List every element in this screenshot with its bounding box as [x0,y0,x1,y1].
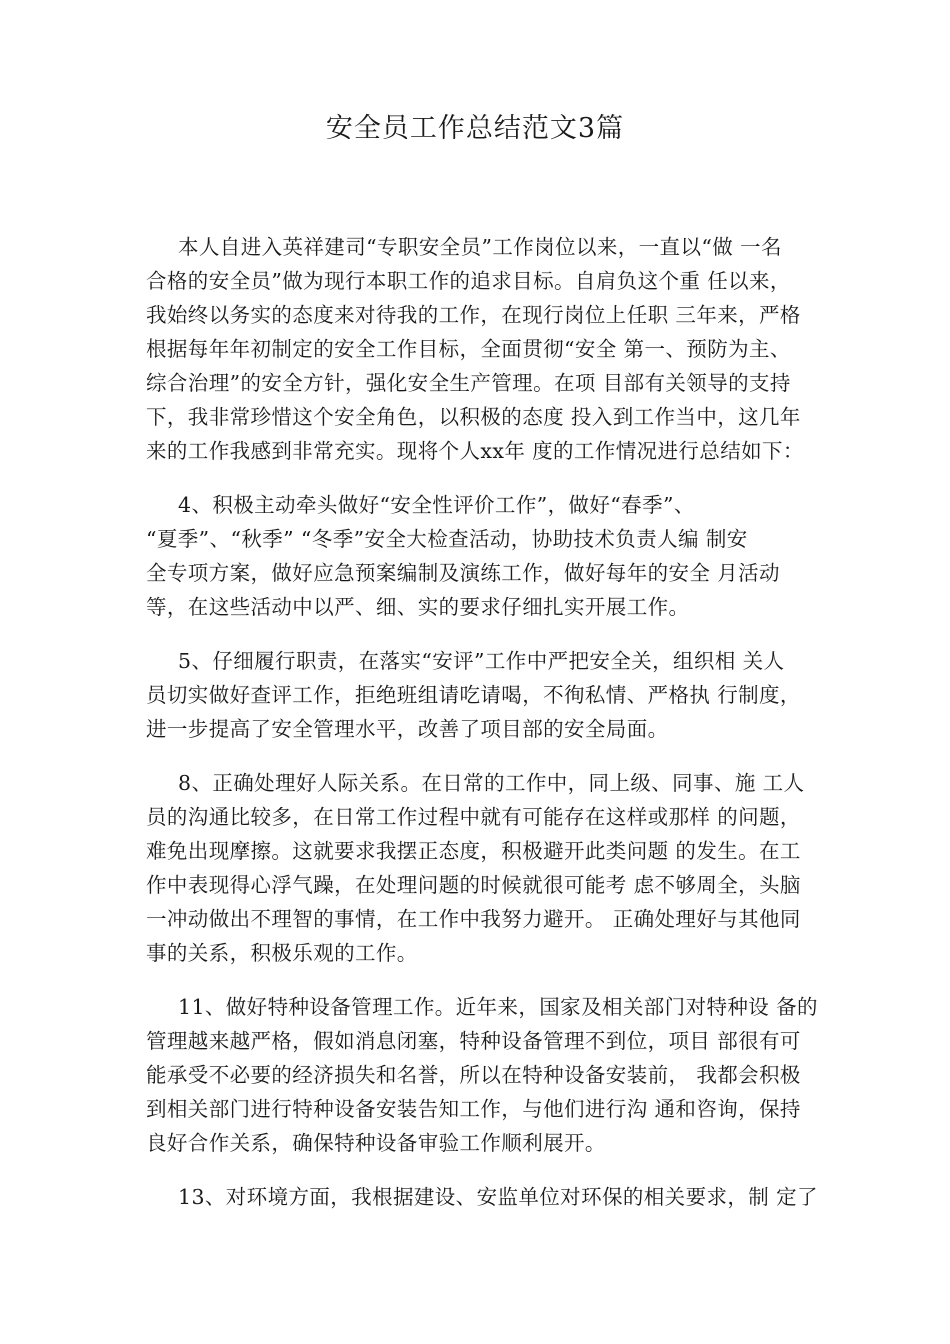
paragraph-line: 5、仔细履行职责，在落实“安评”工作中严把安全关，组织相 关人 [178,649,785,673]
paragraph-intro [146,230,832,468]
paragraph-item-13 [146,1180,832,1214]
paragraph-line: 本人自进入英祥建司“专职安全员”工作岗位以来，一直以“做 一名 [178,235,782,259]
document-body [146,230,832,1234]
paragraph-item-11 [146,990,832,1160]
paragraph-line: 进一步提高了安全管理水平，改善了项目部的安全局面。 [146,717,669,741]
paragraph-line: 一冲动做出不理智的事情，在工作中我努力避开。 正确处理好与其他同 [146,907,801,931]
paragraph-line: 我始终以务实的态度来对待我的工作，在现行岗位上任职 三年来，严格 [146,303,801,327]
paragraph-line: 作中表现得心浮气躁，在处理问题的时候就很可能考 虑不够周全，头脑 [146,873,801,897]
paragraph-item-4 [146,488,832,624]
paragraph-line: 根据每年年初制定的安全工作目标，全面贯彻“安全 第一、预防为主、 [146,337,791,361]
paragraph-line: 能承受不必要的经济损失和名誉，所以在特种设备安装前， 我都会积极 [146,1063,801,1087]
paragraph-line: 来的工作我感到非常充实。现将个人xx年 度的工作情况进行总结如下： [146,439,804,463]
paragraph-line: 4、积极主动牵头做好“安全性评价工作”，做好“春季”、 [178,493,695,517]
paragraph-line: 难免出现摩擦。这就要求我摆正态度，积极避开此类问题 的发生。在工 [146,839,801,863]
paragraph-line: 管理越来越严格，假如消息闭塞，特种设备管理不到位，项目 部很有可 [146,1029,801,1053]
paragraph-line: 合格的安全员”做为现行本职工作的追求目标。自肩负这个重 任以来， [146,269,791,293]
paragraph-item-5 [146,644,832,746]
paragraph-line: 到相关部门进行特种设备安装告知工作，与他们进行沟 通和咨询，保持 [146,1097,801,1121]
paragraph-line: 11、做好特种设备管理工作。近年来，国家及相关部门对特种设 备的 [178,995,818,1019]
paragraph-line: 全专项方案，做好应急预案编制及演练工作，做好每年的安全 月活动 [146,561,780,585]
document-title: 安全员工作总结范文3篇 [325,113,625,144]
paragraph-line: 员切实做好查评工作，拒绝班组请吃请喝，不徇私情、严格执 行制度， [146,683,801,707]
paragraph-line: 13、对环境方面，我根据建设、安监单位对环保的相关要求，制 定了 [178,1185,818,1209]
paragraph-item-8 [146,766,832,970]
paragraph-line: 等，在这些活动中以严、细、实的要求仔细扎实开展工作。 [146,595,690,619]
paragraph-line: “夏季”、“秋季” “冬季”安全大检查活动，协助技术负责人编 制安 [146,527,748,551]
paragraph-line: 下，我非常珍惜这个安全角色，以积极的态度 投入到工作当中，这几年 [146,405,801,429]
paragraph-line: 事的关系，积极乐观的工作。 [146,941,418,965]
paragraph-line: 综合治理”的安全方针，强化安全生产管理。在项 目部有关领导的支持 [146,371,791,395]
paragraph-line: 8、正确处理好人际关系。在日常的工作中，同上级、同事、施 工人 [178,771,805,795]
paragraph-line: 员的沟通比较多，在日常工作过程中就有可能存在这样或那样 的问题， [146,805,801,829]
paragraph-line: 良好合作关系，确保特种设备审验工作顺利展开。 [146,1131,606,1155]
